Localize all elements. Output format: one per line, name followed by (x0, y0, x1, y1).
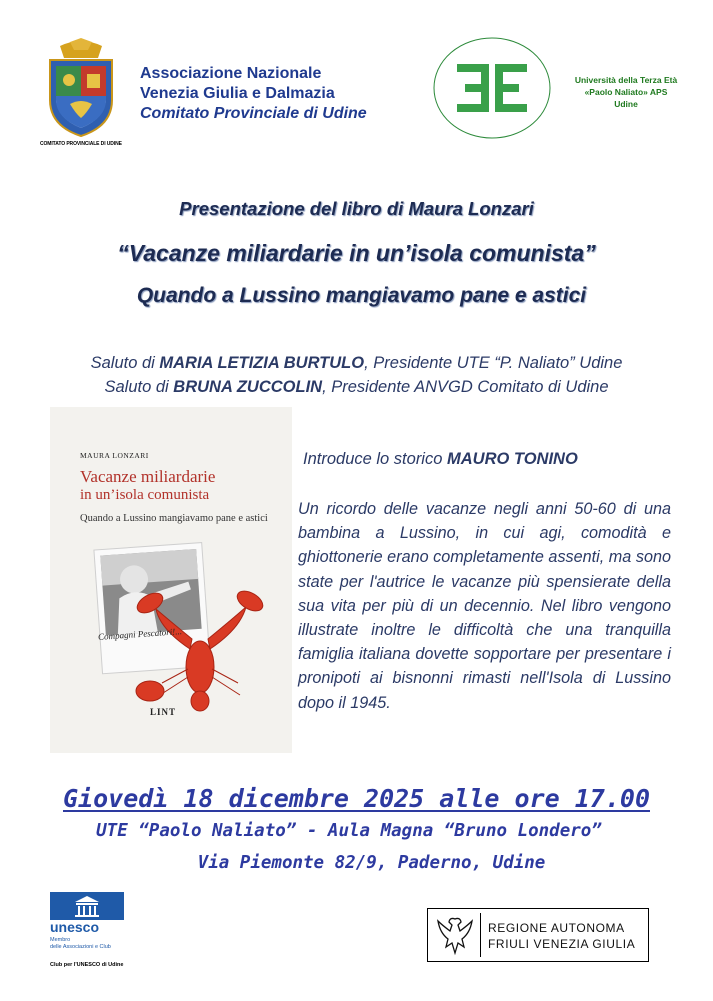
greeting-2-name: BRUNA ZUCCOLIN (173, 378, 323, 396)
unesco-membership-line-2: delle Associazioni e Club (50, 944, 111, 950)
friuli-eagle-icon (434, 913, 476, 957)
ute-line-1: Università della Terza Età (574, 75, 678, 85)
regione-fvg-logo (427, 908, 649, 962)
regione-divider (480, 913, 481, 957)
greeting-1-name: MARIA LETIZIA BURTULO (159, 354, 365, 372)
book-cover-subtitle: Quando a Lussino mangiavamo pane e astici (80, 513, 268, 524)
ute-logo-icon (432, 36, 552, 140)
event-venue: UTE “Paolo Naliato” - Aula Magna “Bruno Londero” (96, 821, 602, 841)
book-cover-title-line-2: in un’isola comunista (80, 487, 210, 503)
book-title: “Vacanze miliardarie in un’isola comunista” (117, 240, 596, 266)
greeting-1: Saluto di MARIA LETIZIA BURTULO, Presidente UTE “P. Naliato” Udine (90, 354, 623, 372)
event-date: Giovedì 18 dicembre 2025 alle ore 17.00 (63, 784, 650, 813)
unesco-temple-icon (50, 892, 124, 920)
book-cover-handwriting: Compagni Pescatori!... (97, 626, 183, 642)
unesco-wordmark: unesco (50, 919, 100, 935)
ute-line-3: Udine (614, 99, 638, 109)
introducer: Introduce lo storico MAURO TONINO (303, 450, 578, 468)
regione-name (488, 920, 635, 952)
regione-line-1: REGIONE AUTONOMA (488, 921, 625, 935)
book-cover (50, 407, 292, 753)
association-line-2: Venezia Giulia e Dalmazia (140, 85, 335, 102)
ute-line-2: «Paolo Naliato» APS (584, 87, 668, 97)
book-description: Un ricordo delle vacanze negli anni 50-60 di una bambina a Lussino, in cui agi, comodità e ghiottonerie erano completamente assenti, ma sono state per l'autrice le vacanze più spensierate della sua vita per più di un decennio. Nel libro vengono illustrate inoltre le difficoltà che una tranquilla famiglia italiana dovette sopportare per presentare i pronipoti ai bisnonni rimasti nell'Isola di Lussino dopo il 1945. (298, 500, 671, 712)
unesco-club-name: Club per l'UNESCO di Udine (50, 962, 124, 968)
book-subtitle: Quando a Lussino mangiavamo pane e astici (136, 284, 587, 307)
book-cover-author: MAURA LONZARI (80, 451, 149, 460)
presentation-heading: Presentazione del libro di Maura Lonzari (179, 198, 534, 219)
regione-line-2: FRIULI VENEZIA GIULIA (488, 937, 636, 951)
greeting-2: Saluto di BRUNA ZUCCOLIN, Presidente ANVGD Comitato di Udine (104, 378, 609, 396)
book-cover-photo (50, 407, 292, 753)
book-cover-publisher: LINT (150, 707, 177, 717)
ute-name (556, 74, 696, 110)
association-line-1: Associazione Nazionale (140, 65, 322, 82)
unesco-membership (50, 937, 111, 951)
association-name (140, 64, 367, 124)
book-cover-title-line-1: Vacanze miliardarie (80, 467, 216, 486)
event-address: Via Piemonte 82/9, Paderno, Udine (197, 853, 546, 873)
unesco-membership-line-1: Membro (50, 937, 71, 943)
crest-caption: COMITATO PROVINCIALE DI UDINE (40, 141, 122, 147)
association-line-3: Comitato Provinciale di Udine (140, 105, 367, 122)
greetings (0, 351, 713, 399)
anvgd-crest-icon (40, 38, 122, 138)
introducer-name: MAURO TONINO (447, 450, 578, 468)
